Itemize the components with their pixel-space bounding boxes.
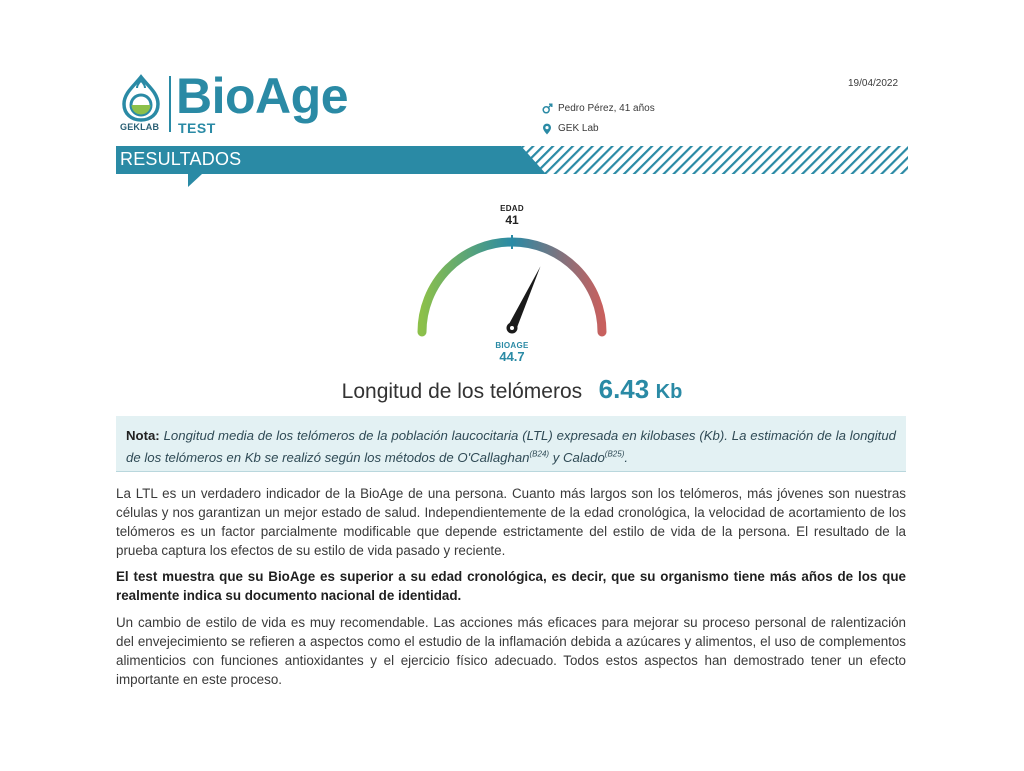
- note-ref-1: (B24): [529, 450, 550, 459]
- lab-name: GEK Lab: [558, 123, 599, 134]
- gauge-bioage-label: BIOAGE: [495, 341, 529, 350]
- gauge-needle: [508, 266, 541, 330]
- logo-title: BioAge: [176, 68, 348, 124]
- note-text: [126, 428, 896, 465]
- note-text-2: y Calado: [549, 450, 605, 466]
- note-ref-2: (B25): [604, 450, 625, 459]
- bioage-logo: [120, 68, 360, 136]
- gauge-needle-hub-center: [510, 326, 514, 330]
- note-box: [116, 416, 906, 472]
- patient-info: [540, 99, 655, 138]
- note-heading: Nota:: [126, 428, 160, 443]
- gauge-arc: [422, 242, 602, 332]
- logo-brand: GEKLAB: [120, 122, 160, 132]
- section-title: RESULTADOS: [120, 149, 242, 169]
- section-banner: [116, 146, 908, 174]
- conclusion-paragraph: El test muestra que su BioAge es superior a su edad cronológica, es decir, que su organismo tiene más años de los que realmente indica su documento nacional de identidad.: [116, 569, 906, 603]
- drop-logo-icon: [120, 74, 162, 122]
- logo-subtitle: TEST: [178, 120, 216, 136]
- report-date: 19/04/2022: [848, 78, 899, 89]
- logo-divider: [169, 76, 171, 132]
- metric-unit: Kb: [655, 381, 683, 403]
- metric-value: 6.43: [598, 374, 650, 404]
- location-pin-icon: [540, 122, 554, 136]
- lab-row: [540, 119, 655, 138]
- patient-name: Pedro Pérez, 41 años: [558, 103, 655, 114]
- patient-row: [540, 99, 655, 118]
- male-icon: [540, 102, 554, 116]
- gauge-edad-value: 41: [505, 213, 519, 227]
- bioage-gauge: [412, 200, 612, 370]
- recommendation-paragraph: Un cambio de estilo de vida es muy recomendable. Las acciones más eficaces para mejorar su proceso personal de ralentización del envejecimiento se refieren a aspectos como el estudio de la inflamación debida a azúcares y alimentos, el uso de complementos alimenticios con funciones antioxidantes y el ejercicio físico adecuado. Todos estos aspectos han demostrado tener un efecto importante en este proceso.: [116, 615, 906, 687]
- body-paragraph: La LTL es un verdadero indicador de la BioAge de una persona. Cuanto más largos son los telómeros, más jóvenes son nuestras células y nos garantizan un mejor estado de salud. Independientemente de la edad cronológica, la velocidad de acortamiento de los telómeros es un factor parcialmente modificable que depende estrictamente del estilo de vida de la persona. El resultado de la prueba captura los efectos de su estilo de vida pasado y reciente.: [116, 486, 906, 558]
- telomere-metric: [0, 374, 1024, 405]
- note-text-1: Longitud media de los telómeros de la población laucocitaria (LTL) expresada en kilobases (Kb). La estimación de la longitud de los telómeros en Kb se realizó según los métodos de O'Callaghan: [126, 428, 897, 466]
- note-text-3: .: [624, 450, 629, 466]
- metric-label: Longitud de los telómeros: [341, 380, 583, 403]
- gauge-bioage-value: 44.7: [499, 349, 525, 364]
- gauge-edad-label: EDAD: [500, 204, 524, 213]
